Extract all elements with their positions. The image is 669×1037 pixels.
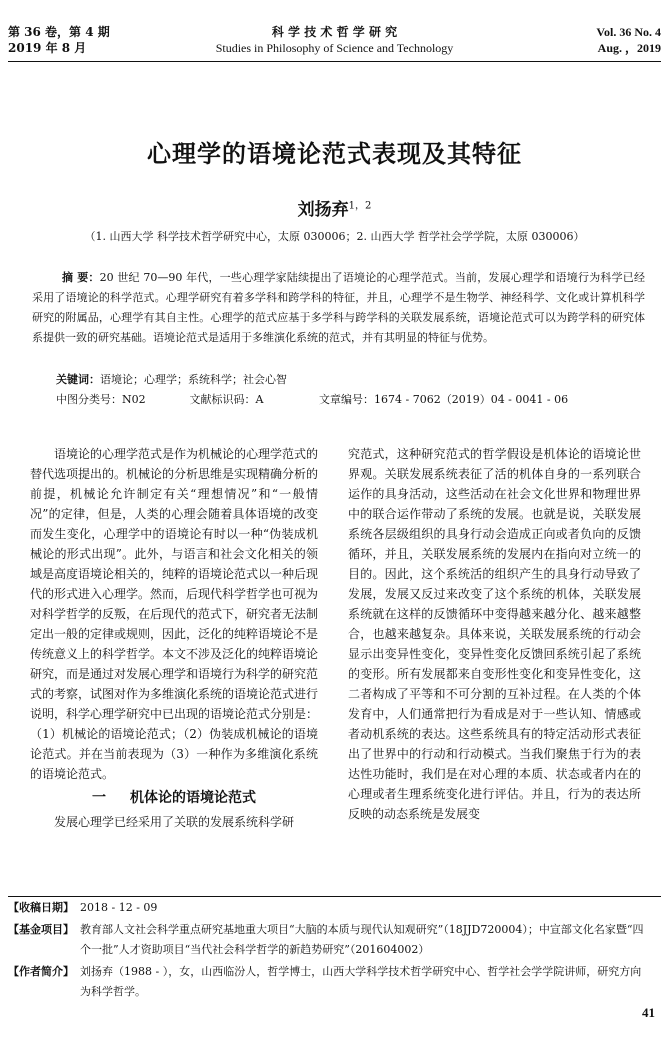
section-title: 机体论的语境论范式 [130,790,256,806]
bio-label: 【作者简介】 [8,965,74,978]
header-date-en: Aug. ，2019 [597,41,661,55]
footnote-author-bio [8,962,658,1002]
header-vol-no: Vol. 36 No. 4 [596,25,661,39]
fund-label: 【基金项目】 [8,923,74,936]
article-title: 心理学的语境论范式表现及其特征 [147,139,522,168]
footnote-received [8,898,658,918]
article-id-label: 文章编号： [319,393,374,406]
body-column-right [348,444,641,824]
page-number: 41 [642,1005,655,1020]
keywords-text: 语境论；心理学；系统科学；社会心智 [100,373,287,386]
section-number: 一 [92,790,106,806]
class-label: 中图分类号： [56,393,122,406]
classification-row [56,391,646,407]
received-label: 【收稿日期】 [8,901,74,914]
author-name: 刘扬弃 [297,200,349,220]
header-volume-info [8,24,110,56]
header-journal-cn: 科 学 技 术 哲 学 研 究 [271,25,398,39]
doc-code-label: 文献标识码： [189,393,256,406]
doc-code-value: A [255,393,264,406]
footnote-divider [8,896,661,897]
body-column-left [30,444,318,832]
fund-text: 教育部人文社会科学重点研究基地重大项目“大脑的本质与现代认知观研究”（18JJD720004）；中宣部文化名家暨“四个一批”人才资助项目“当代社会科学哲学的新趋势研究”（201604002） [80,923,644,956]
keywords [56,371,287,387]
article-id-value: 1674 - 7062（2019）04 - 0041 - 06 [374,393,569,406]
bio-text: 刘扬弃（1988 - ），女，山西临汾人，哲学博士，山西大学科学技术哲学研究中心、哲学社会学学院讲师，研究方向为科学哲学。 [80,965,642,998]
abstract [32,268,645,348]
section-heading [30,788,318,808]
header-volume-en [596,24,661,56]
body-paragraph: 发展心理学已经采用了关联的发展系统科学研 [54,815,295,829]
header-divider [8,61,661,62]
footnote-fund [8,920,658,960]
header-date: 2019 年 8 月 [8,41,87,55]
abstract-label: 摘 要： [62,271,100,284]
header-journal-en: Studies in Philosophy of Science and Technology [215,41,454,55]
abstract-text: 20 世纪 70—90 年代，一些心理学家陆续提出了语境论的心理学范式。当前，发展心理学和语境行为科学已经采用了语境论的科学范式。心理学研究有着多学科和跨学科的特征，并且，心理学不是生物学、神经科学、文化或计算机科学研究的附属品，心理学有其自主性。心理学的范式应基于多学科与跨学科的关联发展系统，语境论范式可以为跨学科的研究体系提供一致的研究基础。语境论范式是适用于多维演化系统的范式，并有其明显的特征与优势。 [32,271,645,344]
header-journal-name [150,24,519,56]
body-paragraph: 语境论的心理学范式是作为机械论的心理学范式的替代选项提出的。机械论的分析思维是实现精确分析的前提，机械论允许制定有关“理想情况”和“一般情况”的定律，但是，人类的心理会随着具体语境的改变而发生变化，心理学中的语境论有时以一种“伪装成机械论的形式出现”。此外，与语言和社会文化相关的领域是高度语境论相关的，纯粹的语境论范式以一种后现代的形式进入心理学。然而，后现代科学哲学也可视为对科学哲学的反叛，在后现代的范式下，研究者无法制定出一般的定律或规则，因此，泛化的纯粹语境论不是传统意义上的科学哲学。本文不涉及泛化的纯粹语境论研究，而是通过对发展心理学和语境行为科学的研究范式的考察，试图对作为多维演化系统的语境论范式进行说明，科学心理学研究中已出现的语境论范式分别是：（1）机械论的语境论范式；（2）伪装成机械论的语境论范式。并在当前表现为（3）一种作为多维演化系统的语境论范式。 [30,447,319,781]
author-affiliation: （1. 山西大学 科学技术哲学研究中心，太原 030006；2. 山西大学 哲学社会学学院，太原 030006） [84,230,585,243]
received-date: 2018 - 12 - 09 [80,901,158,914]
keywords-label: 关键词： [56,373,100,386]
class-value: N02 [122,393,146,406]
article-author [0,195,669,220]
body-paragraph: 究范式，这种研究范式的哲学假设是机体论的语境论世界观。关联发展系统表征了活的机体自身的一系列联合运作的具身活动，这些活动在社会文化世界和物理世界中的联合运作带动了系统的发展。也就是说，关联发展系统各层级组织的具身行动会造成正向或者负向的反馈循环，并且，关联发展系统的发展内在指向对立统一的目的。因此，这个系统活的组织产生的具身行动导致了发展，发展又反过来改变了这个系统的机体，关联发展系统就在这样的反馈循环中变得越来越分化、越来越整合，也越来越复杂。具体来说，关联发展系统的行动会显示出变异性变化，变异性变化反馈回系统引起了系统的变形。所有发展都来自变形性变化和变异性变化，这二者构成了平等和不可分割的互补过程。在人类的个体发育中，人们通常把行为看成是对于一些认知、情感或者动机系统的表达。这些系统具有的特定活动形式表征出了世界中的行动和行动模式。当我们聚焦于行为的表达性功能时，我们是在对心理的本质、状态或者内在的心理或者生理系统变化进行评估。并且，行为的表达所反映的动态系统是发展变 [348,447,641,821]
header-volume: 第 36 卷，第 4 期 [8,25,110,39]
author-affil-marks: 1，2 [348,200,372,212]
